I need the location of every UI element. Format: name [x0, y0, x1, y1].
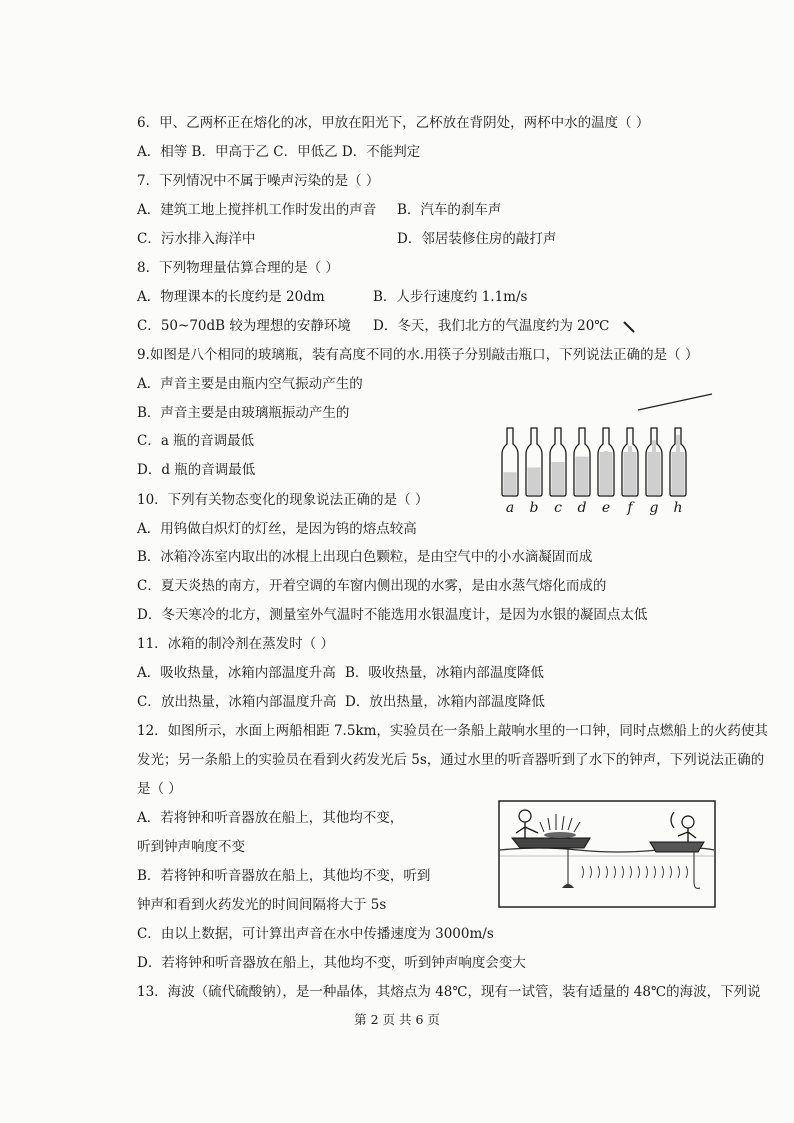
water-level-a — [504, 472, 517, 495]
pen-stroke — [636, 390, 716, 414]
q11-option-c: C．放出热量，冰箱内部温度升高 — [137, 694, 337, 710]
q11-option-b: B．吸收热量，冰箱内部温度降低 — [345, 665, 544, 681]
bottle-a — [502, 428, 518, 516]
q12-option-c: C．由以上数据，可计算出声音在水中传播速度为 3000m/s — [137, 926, 494, 942]
bottle-g — [646, 428, 662, 516]
q9-option-c: C．a 瓶的音调最低 — [137, 433, 255, 449]
q7-option-d: D．邻居装修住房的敲打声 — [397, 231, 557, 247]
q13-stem: 13．海波（硫代硫酸钠），是一种晶体，其熔点为 48℃，现有一试管，装有适量的 48℃的海波，下列说 — [137, 984, 761, 1000]
q8-option-a: A．物理课本的长度约是 20dm — [137, 289, 325, 305]
water-neck-e — [604, 451, 608, 454]
bottle-f — [622, 428, 638, 516]
q9-option-d: D．d 瓶的音调最低 — [137, 462, 256, 478]
page-number: 第 2 页 共 6 页 — [354, 1012, 440, 1027]
q11-option-d: D．放出热量，冰箱内部温度降低 — [345, 694, 545, 710]
bottle-e — [598, 428, 614, 516]
q8-option-c: C．50~70dB 较为理想的安静环境 — [137, 318, 351, 334]
water-level-c — [552, 462, 565, 495]
bottle-label: a — [505, 500, 515, 516]
bottle-d — [574, 428, 590, 516]
q12-option-b-line2: 钟声和看到火药发光的时间间隔将大于 5s — [137, 897, 387, 913]
water-neck-f — [628, 446, 632, 454]
q9-stem: 9.如图是八个相同的玻璃瓶，装有高度不同的水.用筷子分别敲击瓶口，下列说法正确的是（ ） — [137, 347, 699, 363]
q8-option-d: D．冬天，我们北方的气温度约为 20℃ — [373, 318, 610, 334]
q6-stem: 6．甲、乙两杯正在熔化的冰，甲放在阳光下，乙杯放在背阴处，两杯中水的温度（ ） — [137, 115, 650, 131]
q10-stem: 10．下列有关物态变化的现象说法正确的是（ ） — [137, 492, 429, 508]
q12-option-d: D．若将钟和听音器放在船上，其他均不变，听到钟声响度会变大 — [137, 955, 526, 971]
q12-stem-line1: 12．如图所示，水面上两船相距 7.5km，实验员在一条船上敲响水里的一口钟，同时点燃船上的火药使其 — [137, 723, 768, 739]
q7-option-c: C．污水排入海洋中 — [137, 231, 256, 247]
boats-figure — [498, 800, 716, 908]
q12-option-a-line2: 听到钟声响度不变 — [137, 839, 245, 855]
water-level-h — [672, 452, 685, 495]
q10-option-a: A．用钨做白炽灯的灯丝，是因为钨的熔点较高 — [137, 521, 417, 537]
q12-stem-line3: 是（ ） — [137, 781, 182, 797]
bottle-label: c — [554, 500, 562, 516]
q12-option-b-line1: B．若将钟和听音器放在船上，其他均不变，听到 — [137, 868, 431, 884]
bottle-b — [526, 428, 542, 516]
q8-stem: 8．下列物理量估算合理的是（ ） — [137, 260, 339, 276]
q10-option-c: C．夏天炎热的南方，开着空调的车窗内侧出现的水雾，是由水蒸气熔化而成的 — [137, 578, 607, 594]
bottle-label: g — [649, 500, 659, 516]
water-level-g — [648, 452, 661, 495]
bottle-h — [670, 428, 686, 516]
q7-option-b: B．汽车的刹车声 — [397, 202, 502, 218]
q6-options: A．相等 B．甲高于乙 C．甲低乙 D．不能判定 — [137, 144, 421, 160]
q8-option-b: B．人步行速度约 1.1m/s — [373, 289, 528, 305]
bottle-label: e — [601, 500, 611, 516]
bottle-label: d — [577, 500, 587, 516]
q7-stem: 7．下列情况中不属于噪声污染的是（ ） — [137, 173, 380, 189]
q12-stem-line2: 发光；另一条船上的实验员在看到火药发光后 5s，通过水里的听音器听到了水下的钟声，下列说法正确的 — [137, 752, 765, 768]
water-level-f — [624, 452, 637, 495]
q11-stem: 11．冰箱的制冷剂在蒸发时（ ） — [137, 636, 334, 652]
bottle-label: h — [673, 500, 683, 516]
water-neck-h — [676, 435, 680, 454]
q10-option-d: D．冬天寒冷的北方，测量室外气温时不能选用水银温度计，是因为水银的凝固点太低 — [137, 607, 648, 623]
bottle-label: f — [627, 500, 633, 516]
water-level-d — [576, 457, 589, 495]
q12-option-a-line1: A．若将钟和听音器放在船上，其他均不变， — [137, 810, 404, 826]
water-neck-g — [652, 440, 656, 454]
q9-option-a: A．声音主要是由瓶内空气振动产生的 — [137, 376, 363, 392]
q9-option-b: B．声音主要是由玻璃瓶振动产生的 — [137, 405, 350, 421]
bottle-label: b — [529, 500, 539, 516]
pen-mark — [620, 318, 640, 338]
water-level-b — [528, 467, 541, 495]
q10-option-b: B．冰箱冷冻室内取出的冰棍上出现白色颗粒，是由空气中的小水滴凝固而成 — [137, 549, 593, 565]
water-level-e — [600, 452, 613, 495]
bottles-figure — [492, 420, 702, 516]
q7-option-a: A．建筑工地上搅拌机工作时发出的声音 — [137, 202, 377, 218]
bottle-c — [550, 428, 566, 516]
q11-option-a: A．吸收热量，冰箱内部温度升高 — [137, 665, 336, 681]
